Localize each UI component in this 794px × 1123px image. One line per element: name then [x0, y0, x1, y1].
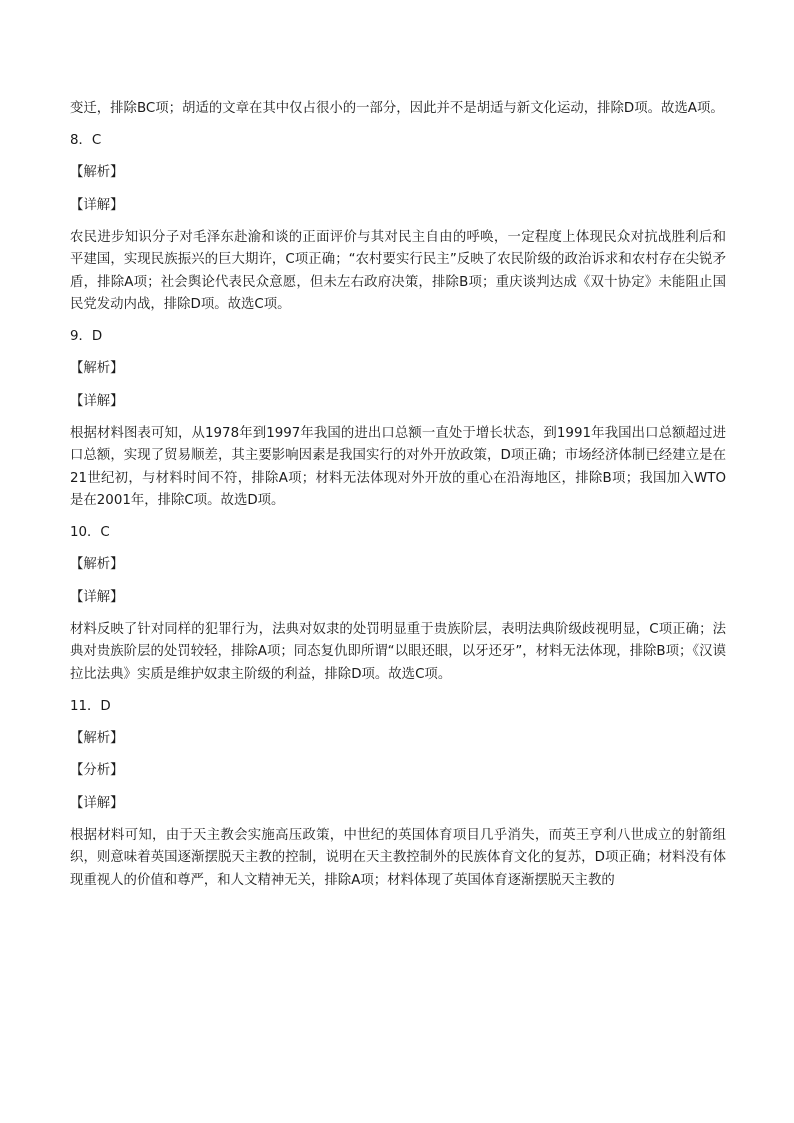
heading-reasoning: 【分析】 [70, 763, 124, 779]
heading-analysis: 【解析】 [70, 361, 124, 377]
paragraph-q8-explanation: 农民进步知识分子对毛泽东赴渝和谈的正面评价与其对民主自由的呼唤，一定程度上体现民众对抗战胜利后和平建国，实现民族振兴的巨大期许，C项正确；“农村要实行民主”反映了农民阶级的政治诉求和农村存在尖锐矛盾，排除A项；社会舆论代表民众意愿，但未左右政府决策，排除B项；重庆谈判达成《双十协定》未能阻止国民党发动内战，排除D项。故选C项。 [70, 229, 726, 313]
answer-q10: 10．C [70, 525, 110, 541]
document-body [70, 98, 726, 902]
heading-analysis: 【解析】 [70, 165, 124, 181]
heading-detail: 【详解】 [70, 589, 124, 605]
paragraph-q11-explanation: 根据材料可知，由于天主教会实施高压政策，中世纪的英国体育项目几乎消失，而英王亨利八世成立的射箭组织，则意味着英国逐渐摆脱天主教的控制，说明在天主教控制外的民族体育文化的复苏，D项正确；材料没有体现重视人的价值和尊严，和人文精神无关，排除A项；材料体现了英国体育逐渐摆脱天主教的 [70, 827, 726, 888]
heading-detail: 【详解】 [70, 393, 124, 409]
heading-analysis: 【解析】 [70, 731, 124, 747]
heading-detail: 【详解】 [70, 795, 124, 811]
paragraph-q10-explanation: 材料反映了针对同样的犯罪行为，法典对奴隶的处罚明显重于贵族阶层，表明法典阶级歧视明显，C项正确；法典对贵族阶层的处罚较轻，排除A项；同态复仇即所谓“以眼还眼，以牙还牙”，材料无法体现，排除B项；《汉谟拉比法典》实质是维护奴隶主阶级的利益，排除D项。故选C项。 [70, 621, 726, 682]
paragraph-q7-continuation: 变迁，排除BC项；胡适的文章在其中仅占很小的一部分，因此并不是胡适与新文化运动，排除D项。故选A项。 [70, 101, 724, 116]
paragraph-q9-explanation: 根据材料图表可知，从1978年到1997年我国的进出口总额一直处于增长状态，到1991年我国出口总额超过进口总额，实现了贸易顺差，其主要影响因素是我国实行的对外开放政策，D项正确；市场经济体制已经建立是在21世纪初，与材料时间不符，排除A项；材料无法体现对外开放的重心在沿海地区，排除B项；我国加入WTO是在2001年，排除C项。故选D项。 [70, 425, 726, 509]
answer-q9: 9．D [70, 329, 103, 345]
heading-analysis: 【解析】 [70, 557, 124, 573]
answer-q11: 11．D [70, 698, 111, 714]
answer-q8: 8．C [70, 133, 102, 149]
heading-detail: 【详解】 [70, 197, 124, 213]
